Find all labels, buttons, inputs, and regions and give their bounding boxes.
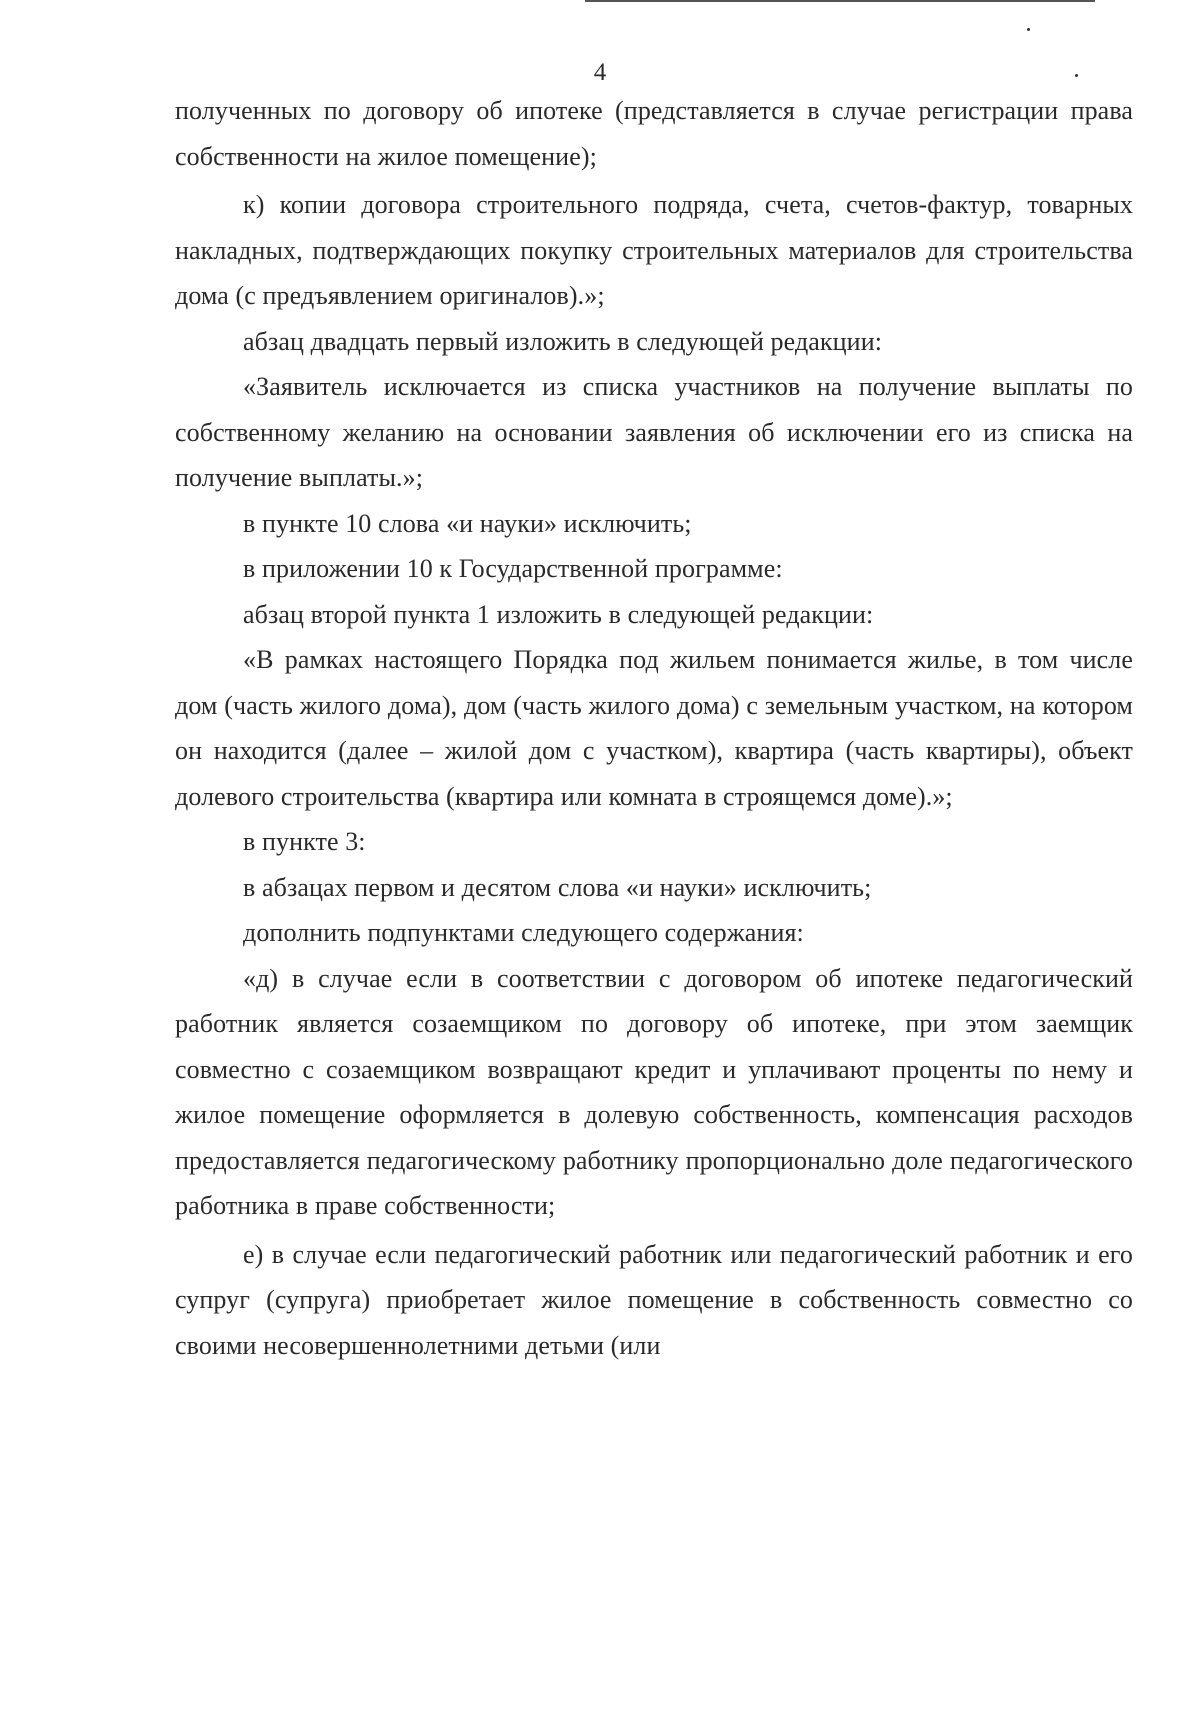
paragraph: е) в случае если педагогический работник или педагогический работник и его супруг (супруга) приобретает жилое помещение в собственность совместно со своими несовершеннолетними детьми (или bbox=[175, 1239, 1133, 1360]
paragraph: «Заявитель исключается из списка участников на получение выплаты по собственному желанию на основании заявления об исключении его из списка на получение выплаты.»; bbox=[175, 372, 1133, 492]
paragraph: абзац второй пункта 1 изложить в следующей редакции: bbox=[243, 599, 874, 629]
paragraph: к) копии договора строительного подряда, счета, счетов-фактур, товарных накладных, подтверждающих покупку строительных материалов для строительства дома (с предъявлением оригиналов).»; bbox=[175, 190, 1133, 310]
paragraph: абзац двадцать первый изложить в следующей редакции: bbox=[243, 326, 883, 356]
paragraph: в абзацах первом и десятом слова «и науки» исключить; bbox=[243, 872, 872, 902]
paragraph: в пункте 3: bbox=[243, 827, 366, 856]
paragraph: «В рамках настоящего Порядка под жильем понимается жилье, в том числе дом (часть жилого дома), дом (часть жилого дома) с земельным участком, на котором он находится (далее – жилой дом с участком), квартира (часть квартиры), объект долевого строительства (квартира или комната в строящемся доме).»; bbox=[175, 645, 1133, 811]
paragraph: в приложении 10 к Государственной программе: bbox=[243, 554, 783, 583]
paragraph: дополнить подпунктами следующего содержания: bbox=[243, 918, 804, 947]
paragraph: полученных по договору об ипотеке (представляется в случае регистрации права собственности на жилое помещение); bbox=[175, 96, 1133, 171]
scan-speck bbox=[1027, 28, 1030, 31]
paragraph: в пункте 10 слова «и науки» исключить; bbox=[243, 508, 692, 538]
paragraph: «д) в случае если в соответствии с договором об ипотеке педагогический работник является созаемщиком по договору об ипотеке, при этом заемщик совместно с созаемщиком возвращают кредит и уплачивают проценты по нему и жилое помещение оформляется в долевую собственность, компенсация расходов предоставляется педагогическому работнику пропорционально доле педагогического работника в праве собственности; bbox=[175, 963, 1133, 1220]
document-body bbox=[175, 88, 1133, 1368]
scan-edge-line bbox=[585, 0, 1095, 2]
page-number: 4 bbox=[593, 59, 607, 86]
